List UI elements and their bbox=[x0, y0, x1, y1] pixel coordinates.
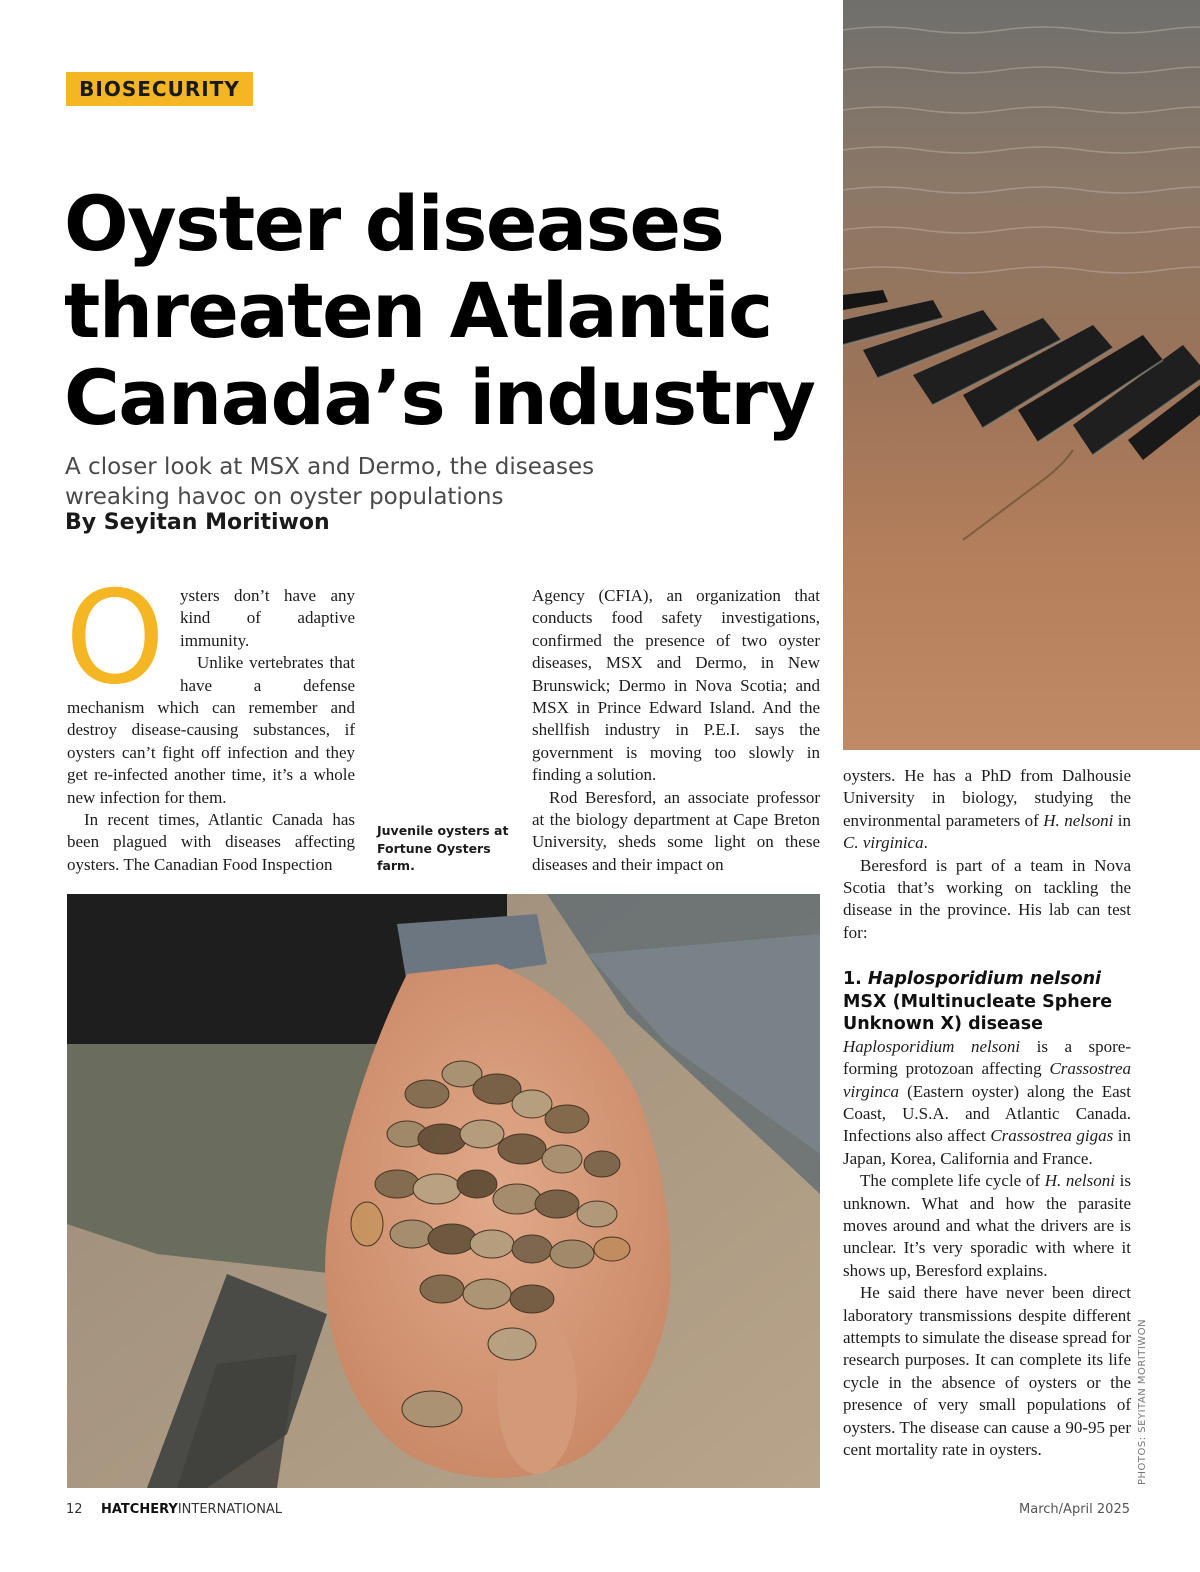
photo-credit bbox=[1137, 1310, 1151, 1485]
article-column-3 bbox=[843, 765, 1131, 1461]
photo-credit-text: PHOTOS: SEYITAN MORITIWON bbox=[1137, 1318, 1148, 1485]
magazine-name bbox=[101, 1502, 282, 1517]
paragraph: Agency (CFIA), an organization that conducts food safety investigations, confirmed the presence of two oyster diseases, MSX and Dermo, in New Brunswick; Dermo in Nova Scotia; and MSX in Prince Edward Island. And the shellfish industry in P.E.I. says the government is moving too slowly in finding a solution. bbox=[532, 586, 820, 785]
paragraph: In recent times, Atlantic Canada has been plagued with diseases affecting oysters. The Canadian Food Inspection bbox=[67, 810, 355, 874]
headline-line-3: Canada’s industry bbox=[64, 353, 815, 442]
paragraph: He said there have never been direct laboratory transmissions despite different attempts to simulate the disease spread for research purposes. It can complete its life cycle in the absence of oysters or the presence of very small populations of oysters. The disease can cause a 90-95 per cent mortality rate in oysters. bbox=[843, 1283, 1131, 1460]
drop-cap-letter: O bbox=[65, 585, 165, 689]
photo-caption: Juvenile oysters at Fortune Oysters farm. bbox=[377, 823, 509, 873]
byline: By Seyitan Moritiwon bbox=[65, 510, 330, 535]
paragraph: Rod Beresford, an associate professor at the biology department at Cape Breton University, sheds some light on these diseases and their impact on bbox=[532, 787, 820, 874]
drop-cap bbox=[65, 585, 175, 689]
subheading: 1. Haplosporidium nelsoni MSX (Multinucleate Sphere Unknown X) disease bbox=[843, 969, 1113, 1035]
photo-oyster-cages-on-water bbox=[843, 0, 1200, 750]
magazine-name-bold: HATCHERY bbox=[101, 1502, 178, 1517]
deck-line-2: wreaking havoc on oyster populations bbox=[65, 484, 504, 510]
section-tag bbox=[66, 72, 253, 106]
paragraph: Haplosporidium nelsoni is a spore-forming protozoan affecting Crassostrea virginca (Eastern oyster) along the East Coast, U.S.A. and Atlantic Canada. Infections also affect Crassostrea gigas in Japan, Korea, California and France. bbox=[843, 1036, 1131, 1168]
page-number: 12 bbox=[66, 1502, 83, 1517]
headline-line-2: threaten Atlantic bbox=[64, 266, 772, 355]
paragraph: Unlike vertebrates that have a defense mechanism which can remember and destroy disease-causing substances, if oysters can’t fight off infection and they get re-infected another time, it’s a whole new infection for them. bbox=[67, 653, 355, 807]
photo-hand-holding-juvenile-oysters bbox=[67, 894, 820, 1488]
paragraph: oysters. He has a PhD from Dalhousie University in biology, studying the environmental parameters of H. nelsoni in C. virginica. bbox=[843, 766, 1131, 853]
paragraph: Beresford is part of a team in Nova Scotia that’s working on tackling the disease in the province. His lab can test for: bbox=[843, 855, 1131, 942]
issue-date: March/April 2025 bbox=[1019, 1502, 1130, 1517]
deck-line-1: A closer look at MSX and Dermo, the diseases bbox=[65, 454, 595, 480]
headline-line-1: Oyster diseases bbox=[64, 179, 724, 268]
paragraph: The complete life cycle of H. nelsoni is unknown. What and how the parasite moves around and what the drivers are is unclear. It’s very sporadic with where it shows up, Beresford explains. bbox=[843, 1171, 1131, 1280]
deck bbox=[65, 452, 765, 512]
headline bbox=[64, 180, 844, 441]
article-column-1 bbox=[67, 585, 355, 876]
paragraph: ysters don’t have any kind of adaptive immunity. bbox=[180, 586, 355, 650]
magazine-name-light: INTERNATIONAL bbox=[177, 1502, 283, 1517]
article-column-2 bbox=[532, 585, 820, 876]
section-tag-label: BIOSECURITY bbox=[79, 77, 240, 101]
